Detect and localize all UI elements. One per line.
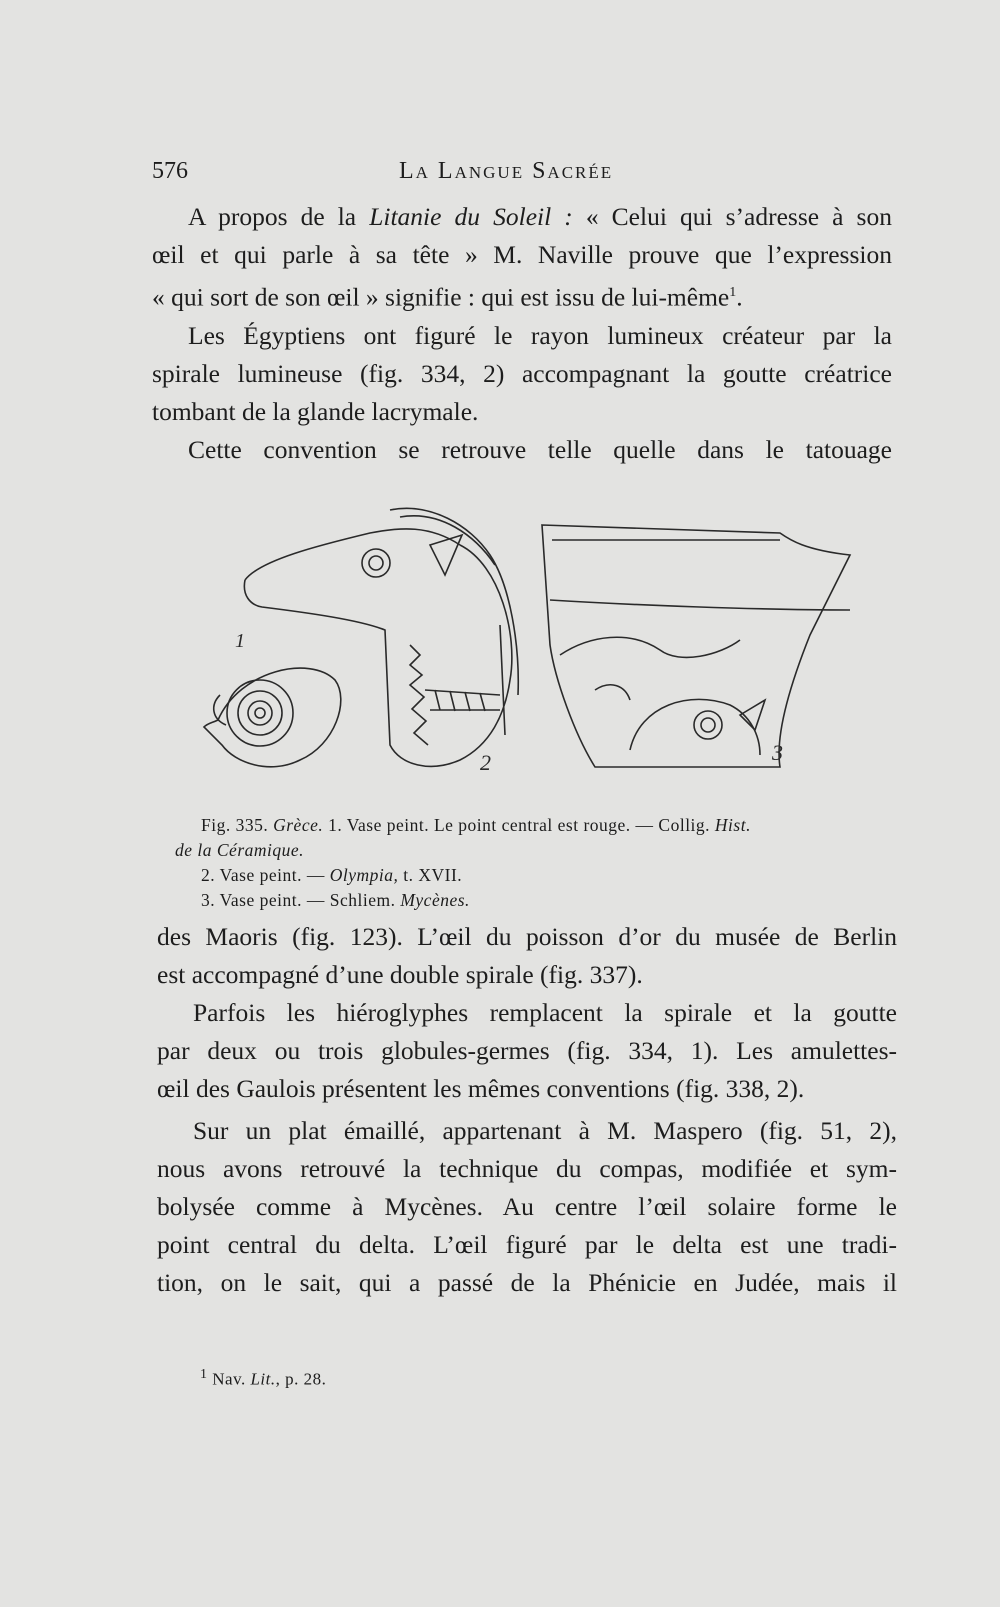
- text-line: tion, on le sait, qui a passé de la Phénicie en Judée, mais il: [157, 1268, 897, 1297]
- footnote-marker: 1: [200, 1367, 208, 1382]
- text-line: Sur un plat émaillé, appartenant à M. Maspero (fig. 51, 2),: [193, 1116, 897, 1145]
- paragraph-maoris: [157, 918, 897, 994]
- caption-line: Fig. 335. Grèce. 1. Vase peint. Le point central est rouge. — Collig. Hist.: [201, 815, 751, 835]
- text-line: nous avons retrouvé la technique du compas, modifiée et sym-: [157, 1154, 897, 1183]
- text-line: « qui sort de son œil » signifie : qui est issu de lui-même$^1$.: [152, 282, 743, 312]
- text-line: Les Égyptiens ont figuré le rayon lumineux créateur par la: [188, 321, 892, 350]
- figure-label-1: 1: [235, 630, 245, 652]
- running-title: La Langue Sacrée: [399, 158, 614, 184]
- text-line: des Maoris (fig. 123). L’œil du poisson d’or du musée de Berlin: [157, 922, 897, 951]
- text-line: tombant de la glande lacrymale.: [152, 397, 479, 426]
- eye-spiral-motif: [204, 668, 341, 767]
- page-number: 576: [152, 158, 188, 184]
- figure-label-2: 2: [480, 750, 491, 775]
- animal-head-vase: [244, 508, 518, 766]
- footnote-ref: 1: [729, 285, 737, 300]
- caption-line: de la Céramique.: [175, 840, 305, 860]
- footnote: $^1$ Nav. Lit., p. 28.: [200, 1367, 327, 1389]
- paragraph-convention: [152, 431, 892, 469]
- text-line: œil et qui parle à sa tête » M. Naville prouve que l’expression: [152, 240, 892, 269]
- caption-line: 3. Vase peint. — Schliem. Mycènes.: [201, 890, 470, 910]
- page-header: [152, 158, 912, 190]
- caption-line: 2. Vase peint. — Olympia, t. XVII.: [201, 865, 463, 885]
- text-line: spirale lumineuse (fig. 334, 2) accompagnant la goutte créatrice: [152, 359, 892, 388]
- text-line: œil des Gaulois présentent les mêmes conventions (fig. 338, 2).: [157, 1074, 805, 1103]
- text-line: point central du delta. L’œil figuré par le delta est une tradi-: [157, 1230, 897, 1259]
- paragraph-maspero: [157, 1112, 897, 1302]
- text-line: par deux ou trois globules-germes (fig. 334, 1). Les amulettes-: [157, 1036, 897, 1065]
- text-line: Parfois les hiéroglyphes remplacent la spirale et la goutte: [193, 998, 897, 1027]
- text-line: est accompagné d’une double spirale (fig. 337).: [157, 960, 643, 989]
- text-line: Cette convention se retrouve telle quelle dans le tatouage: [188, 435, 892, 464]
- text-line: A propos de la Litanie du Soleil : « Celui qui s’adresse à son: [188, 202, 892, 231]
- figure-label-3: 3: [772, 740, 783, 765]
- paragraph-hieroglyphes: [157, 994, 897, 1108]
- vase-illustration: [200, 505, 880, 790]
- figure-caption: [175, 813, 751, 913]
- vase-fragment: [542, 525, 850, 767]
- paragraph-litanie: [152, 198, 892, 317]
- text-line: bolysée comme à Mycènes. Au centre l’œil solaire forme le: [157, 1192, 897, 1221]
- paragraph-egyptiens: [152, 317, 892, 431]
